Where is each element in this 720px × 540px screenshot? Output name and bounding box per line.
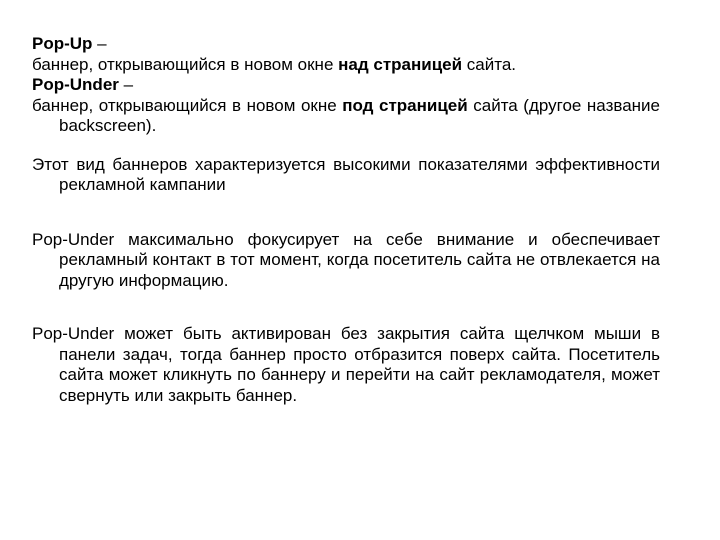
paragraph-activation: Pop-Under может быть активирован без закрытия сайта щелчком мыши в панели задач, тогда баннер просто отбразится поверх сайта. Посетитель сайта может кликнуть по баннеру и перейти на сайт рекламодателя, может свернуть или закрыть баннер. (32, 324, 660, 405)
popup-definition-emphasis: над страницей (338, 54, 463, 74)
popup-title-line (32, 34, 660, 55)
paragraph-effectiveness: Этот вид баннеров характеризуется высокими показателями эффективности рекламной кампании (32, 154, 660, 194)
popunder-dash: – (118, 75, 134, 94)
popunder-title-line (32, 75, 660, 96)
popunder-term: Pop-Under (32, 75, 119, 94)
popup-term: Pop-Up (32, 34, 93, 53)
popup-definition (32, 55, 660, 76)
popunder-definition-end: сайта (другое название backscreen). (59, 95, 660, 135)
popunder-definition-emphasis: под страницей (342, 95, 468, 115)
popup-dash: – (92, 34, 107, 53)
paragraph-focus: Pop-Under максимально фокусирует на себе внимание и обеспечивает рекламный контакт в тот момент, когда посетитель сайта не отвлекается на другую информацию. (32, 229, 660, 290)
slide-content (32, 34, 660, 406)
popup-definition-end: сайта. (462, 54, 517, 74)
popup-definition-start: баннер, открывающийся в новом окне (32, 54, 339, 74)
popunder-definition (32, 96, 660, 137)
popunder-definition-start: баннер, открывающийся в новом окне (32, 95, 343, 115)
